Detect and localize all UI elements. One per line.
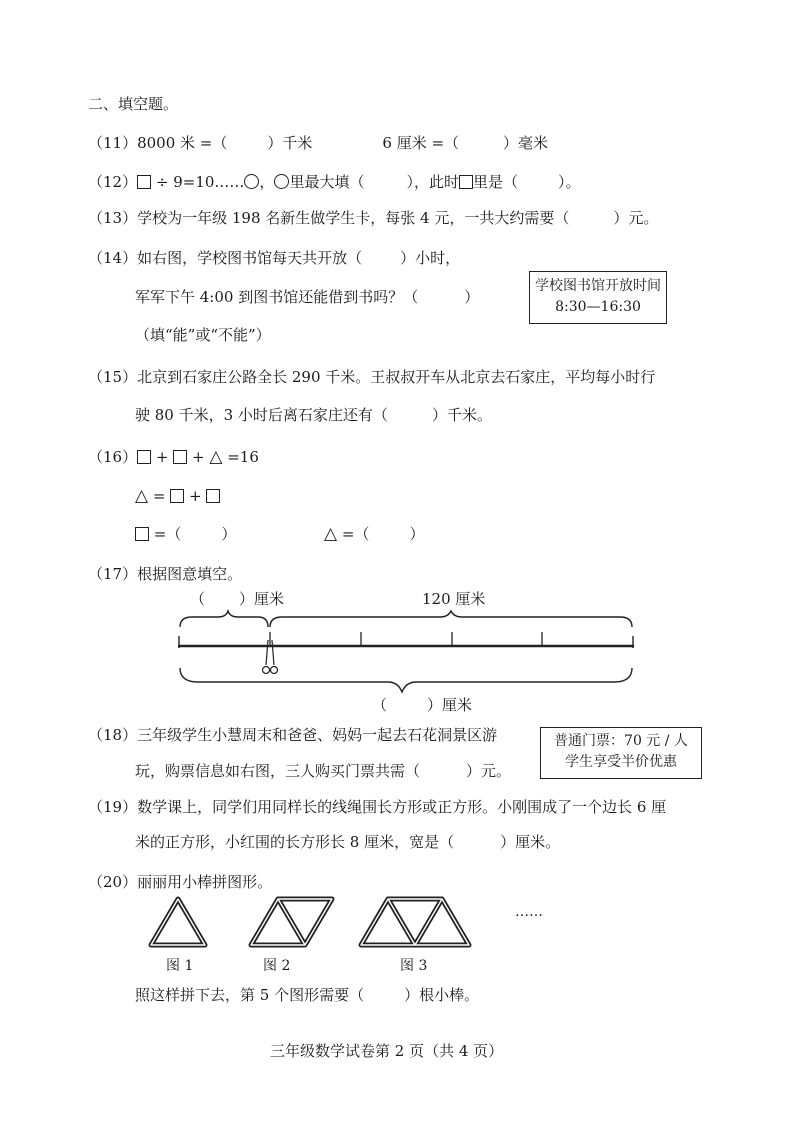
q12-part3: 里最大填（ (289, 173, 365, 191)
figure-3-label: 图 3 (400, 958, 428, 974)
library-hours-title: 学校图书馆开放时间 (535, 278, 661, 294)
q19-line1-text: 数学课上，同学们用同样长的线绳围长方形或正方形。小刚围成了一个边长 6 厘 (137, 798, 667, 816)
q16-ans2-end: ） (409, 525, 425, 543)
page-footer: 三年级数学试卷第 2 页（共 4 页） (270, 1042, 504, 1060)
student-discount: 学生享受半价优惠 (565, 754, 677, 770)
figure-1-label: 图 1 (166, 958, 194, 974)
q18-line1-text: 三年级学生小慧周末和爸爸、妈妈一起去石花洞景区游 (137, 726, 498, 744)
q11-number: （11） (88, 134, 138, 152)
ticket-price: 普通门票：70 元 / 人 (554, 733, 688, 749)
plus-sign: + (192, 448, 205, 466)
q17-number: （17） (88, 565, 138, 583)
q14-line2-text: 军军下午 4:00 到图书馆还能借到书吗？（ (135, 288, 419, 306)
q12-part1: ÷ 9=10…… (155, 173, 245, 191)
q12-part5: 里是（ (472, 173, 518, 191)
q17-bottom-open: （ (372, 696, 388, 714)
q19-line2-text: 米的正方形，小红围的长方形长 8 厘米，宽是（ (135, 833, 455, 851)
q12-part2: ， (259, 173, 275, 191)
q20-line2-end: ）根小棒。 (404, 986, 480, 1004)
q11-part-b-end: ）毫米 (503, 134, 549, 152)
q17-bottom-end: ）厘米 (427, 696, 473, 714)
q14-number: （14） (88, 249, 138, 267)
plus-sign: + (155, 448, 169, 466)
q19-number: （19） (88, 798, 138, 816)
q14-line3: （填“能”或“不能”） (135, 326, 271, 344)
q19-line2-end: ）厘米。 (500, 833, 561, 851)
q13-text: 学校为一年级 198 名新生做学生卡，每张 4 元，一共大约需要（ (137, 209, 570, 227)
q11-part-a: 8000 米 =（ (137, 134, 228, 152)
figure-1-triangle (151, 899, 205, 945)
q17-left-open: （ (190, 590, 206, 608)
q17-text: 根据图意填空。 (137, 565, 243, 583)
equals-sign: = (152, 487, 166, 505)
triangle-icon: △ (209, 447, 223, 467)
q12-number: （12） (88, 173, 138, 191)
q18-line2-end: ）元。 (466, 762, 512, 780)
q15-line1-text: 北京到石家庄公路全长 290 千米。王叔叔开车从北京去石家庄，平均每小时行 (137, 368, 656, 386)
q20-line2 (135, 985, 479, 1005)
figure-3-triangles (361, 899, 469, 945)
q15-line2-end: ）千米。 (431, 406, 492, 424)
triangle-icon: △ (324, 524, 338, 544)
q20-line2-text: 照这样拼下去，第 5 个图形需要（ (135, 986, 365, 1004)
q18-line2-text: 玩，购票信息如右图，三人购买门票共需（ (135, 762, 421, 780)
figure-2-label: 图 2 (263, 958, 291, 974)
q15-number: （15） (88, 368, 138, 386)
q13-number: （13） (88, 209, 138, 227)
q14-line2-end: ） (464, 288, 480, 306)
ellipsis: …… (515, 904, 543, 920)
q16-ans2: =（ (341, 525, 370, 543)
q14-line1-end: ）小时， (400, 249, 461, 267)
q12-part4: ），此时 (406, 173, 459, 191)
q12-part6: ）。 (557, 173, 581, 191)
q13-end: ）元。 (613, 209, 659, 227)
triangle-icon: △ (135, 486, 149, 506)
plus-sign: + (189, 487, 202, 505)
q20-number: （20） (88, 873, 138, 891)
q18-number: （18） (88, 726, 138, 744)
section-title: 二、填空题。 (88, 95, 179, 113)
q14-line1-text: 如右图，学校图书馆每天共开放（ (137, 249, 363, 267)
q16-ans1-end: ） (221, 525, 237, 543)
q16-ans1: =（ (153, 525, 182, 543)
q16-eq1-result: =16 (227, 448, 259, 466)
q17-right-label: 120 厘米 (422, 590, 486, 608)
library-hours-time: 8:30—16:30 (555, 299, 641, 315)
q20-text: 丽丽用小棒拼图形。 (137, 873, 273, 891)
q11-part-a-end: ）千米 (267, 134, 313, 152)
q11-part-b: 6 厘米 =（ (382, 134, 460, 152)
q16-number: （16） (88, 448, 138, 466)
q17-left-end: ）厘米 (239, 590, 285, 608)
q15-line2-text: 驶 80 千米，3 小时后离石家庄还有（ (135, 406, 388, 424)
